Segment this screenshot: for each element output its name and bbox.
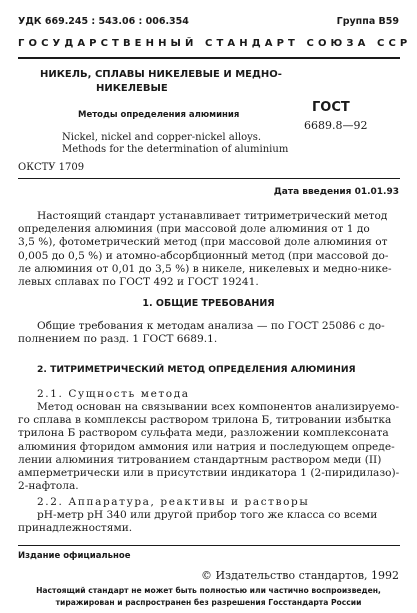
okstu-code: ОКСТУ 1709 xyxy=(18,162,85,173)
gost-number: 6689.8—92 xyxy=(304,119,368,132)
text-line: алюминия фторидом аммония или натрия и последующем опреде- xyxy=(18,440,395,453)
text-line: трилона Б раствором сульфата меди, разложении комплексоната xyxy=(18,427,389,440)
official-edition-label: Издание официальное xyxy=(18,551,131,561)
text-line: 0,005 до 0,5 %) и атомно-абсорбционный метод (при массовой до- xyxy=(18,249,389,262)
section1-heading: 1. ОБЩИЕ ТРЕБОВАНИЯ xyxy=(142,298,275,309)
reproduction-notice-line1: Настоящий стандарт не может быть полностью или частично воспроизведен, xyxy=(36,586,381,595)
document-title-line1: НИКЕЛЬ, СПЛАВЫ НИКЕЛЕВЫЕ И МЕДНО- xyxy=(40,69,282,80)
subsection-2-1-paragraph xyxy=(18,401,400,493)
udk-code: УДК 669.245 : 543.06 : 006.354 xyxy=(18,16,189,27)
intro-paragraph xyxy=(18,210,400,289)
section1-paragraph xyxy=(18,320,400,346)
text-line: амперметрически или в присутствии индикатора 1 (2-пиридилазо)- xyxy=(18,467,400,480)
text-line: левых сплавах по ГОСТ 492 и ГОСТ 19241. xyxy=(18,276,259,289)
text-line: Настоящий стандарт устанавливает титриметрический метод xyxy=(37,210,388,222)
subsection-2-1-heading: 2.1. Сущность метода xyxy=(37,388,190,400)
reproduction-notice-line2: тиражирован и распространен без разрешения Госстандарта России xyxy=(55,598,362,607)
text-line: определения алюминия (при массовой доле алюминия от 1 до xyxy=(18,223,370,236)
group-code: Группа В59 xyxy=(336,16,399,27)
subsection-2-2-heading: 2.2. Аппаратура, реактивы и растворы xyxy=(37,496,310,508)
header-rule xyxy=(18,57,400,59)
text-line: лении алюминия титрованием стандартным раствором меди (II) xyxy=(18,453,382,466)
text-line: 2-нафтола. xyxy=(18,480,79,493)
document-title-line2: НИКЕЛЕВЫЕ xyxy=(96,83,168,94)
subtitle-english-line2: Methods for the determination of aluminium xyxy=(62,144,289,155)
text-line: pH-метр pH 340 или другой прибор того же класса со всеми xyxy=(37,509,378,521)
text-line: 3,5 %), фотометрический метод (при массовой доле алюминия от xyxy=(18,236,388,249)
subtitle-english-line1: Nickel, nickel and copper-nickel alloys. xyxy=(62,132,262,143)
section2-heading: 2. ТИТРИМЕТРИЧЕСКИЙ МЕТОД ОПРЕДЕЛЕНИЯ АЛЮМИНИЯ xyxy=(37,364,356,375)
copyright-notice: © Издательство стандартов, 1992 xyxy=(201,569,399,582)
text-line: Общие требования к методам анализа — по ГОСТ 25086 с до- xyxy=(37,320,385,332)
title-block-rule xyxy=(18,178,400,179)
text-line: полнением по разд. 1 ГОСТ 6689.1. xyxy=(18,333,218,346)
gost-label: ГОСТ xyxy=(312,100,350,115)
agency-title: ГОСУДАРСТВЕННЫЙ СТАНДАРТ СОЮЗА ССР xyxy=(18,38,412,49)
text-line: принадлежностями. xyxy=(18,522,133,535)
text-line: ле алюминия от 0,01 до 3,5 %) в никеле, никелевых и медно-нике- xyxy=(18,262,392,275)
subtitle-russian: Методы определения алюминия xyxy=(78,110,240,120)
introduction-date: Дата введения 01.01.93 xyxy=(273,187,399,197)
footer-rule xyxy=(18,545,400,546)
subsection-2-2-paragraph xyxy=(18,509,400,535)
text-line: Метод основан на связывании всех компонентов анализируемо- xyxy=(37,401,400,413)
text-line: го сплава в комплексы раствором трилона Б, титровании избытка xyxy=(18,414,392,427)
